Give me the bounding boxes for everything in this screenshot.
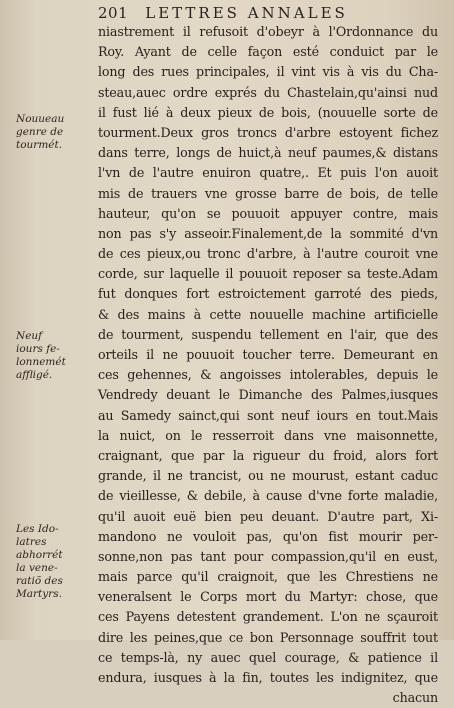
text-line: au Samedy sainct,qui sont neuf iours en tout.Mais [98, 407, 438, 423]
text-line: veneralsent le Corps mort du Martyr: chose, que [98, 589, 438, 605]
margin-note-new-torment: Nouueau genre de tourmét. [16, 113, 65, 151]
running-title: LETTRES ANNALES [145, 4, 348, 22]
text-line: de vieillesse, & debile, à cause d'vne forte maladie, [98, 488, 438, 504]
text-line: Roy. Ayant de celle façon esté conduict par le [98, 44, 438, 60]
text-line: dans terre, longs de huict,à neuf paumes,& distans [98, 145, 438, 161]
text-line: ces Payens detestent grandement. L'on ne sçauroit [98, 609, 438, 625]
text-line: non pas s'y asseoir.Finalement,de la sommité d'vn [98, 225, 438, 241]
catchword: chacun [392, 690, 438, 706]
text-line: endura, iusques à la fin, toutes les indignitez, que [98, 670, 438, 685]
text-line: de tourment, suspendu tellement en l'air, que des [98, 326, 438, 342]
text-line: corde, sur laquelle il pouuoit reposer sa teste.Adam [98, 266, 438, 282]
text-line: hauteur, qu'on se pouuoit appuyer contre, mais [98, 205, 438, 221]
text-line: craignant, que par la rigueur du froid, alors fort [98, 447, 438, 463]
text-line: il fust lié à deux pieux de bois, (nouuelle sorte de [98, 104, 438, 120]
margin-note-nine-days: Neuf iours fe- lonnemét affligé. [16, 330, 66, 381]
margin-note-idolaters: Les Ido- latres abhorrét la vene- ratiõ des Martyrs. [16, 523, 63, 600]
text-line: mis de trauers vne grosse barre de bois, de telle [98, 185, 438, 201]
text-line: & des mains à cette nouuelle machine artificielle [98, 306, 438, 322]
text-line: Vendredy deuant le Dimanche des Palmes,iusques [98, 387, 438, 403]
text-line: mandono ne vouloit pas, qu'on fist mourir per- [98, 528, 438, 544]
text-line: niastrement il refusoit d'obeyr à l'Ordonnance du [98, 24, 438, 39]
text-line: steau,auec ordre exprés du Chastelain,qu'ainsi nud [98, 84, 438, 100]
text-line: fut donques fort estroictement garroté des pieds, [98, 286, 438, 302]
text-line: la nuict, on le resserroit dans vne maisonnette, [98, 427, 438, 443]
text-line: de ces pieux,ou tronc d'arbre, à l'autre couroit vne [98, 246, 438, 262]
text-line: dire les peines,que ce bon Personnage souffrit tout [98, 629, 438, 645]
text-line: ce temps-là, ny auec quel courage, & patience il [98, 649, 438, 665]
text-line: l'vn de l'autre enuiron quatre,. Et puis l'on auoit [98, 165, 438, 181]
text-line: ces gehennes, & angoisses intolerables, depuis le [98, 367, 438, 383]
text-line: qu'il auoit euë bien peu deuant. D'autre part, Xi- [98, 508, 438, 524]
text-line: mais parce qu'il craignoit, que les Chrestiens ne [98, 569, 438, 585]
text-line: tourment.Deux gros troncs d'arbre estoyent fichez [98, 124, 438, 140]
body-text [98, 22, 438, 708]
text-line: orteils il ne pouuoit toucher terre. Demeurant en [98, 347, 438, 362]
text-line: long des rues principales, il vint vis à vis du Cha- [98, 64, 438, 80]
text-line: sonne,non pas tant pour compassion,qu'il en eust, [98, 548, 438, 564]
page-number: 201 [98, 4, 129, 22]
text-line: grande, il ne trancist, ou ne mourust, estant caduc [98, 468, 438, 484]
